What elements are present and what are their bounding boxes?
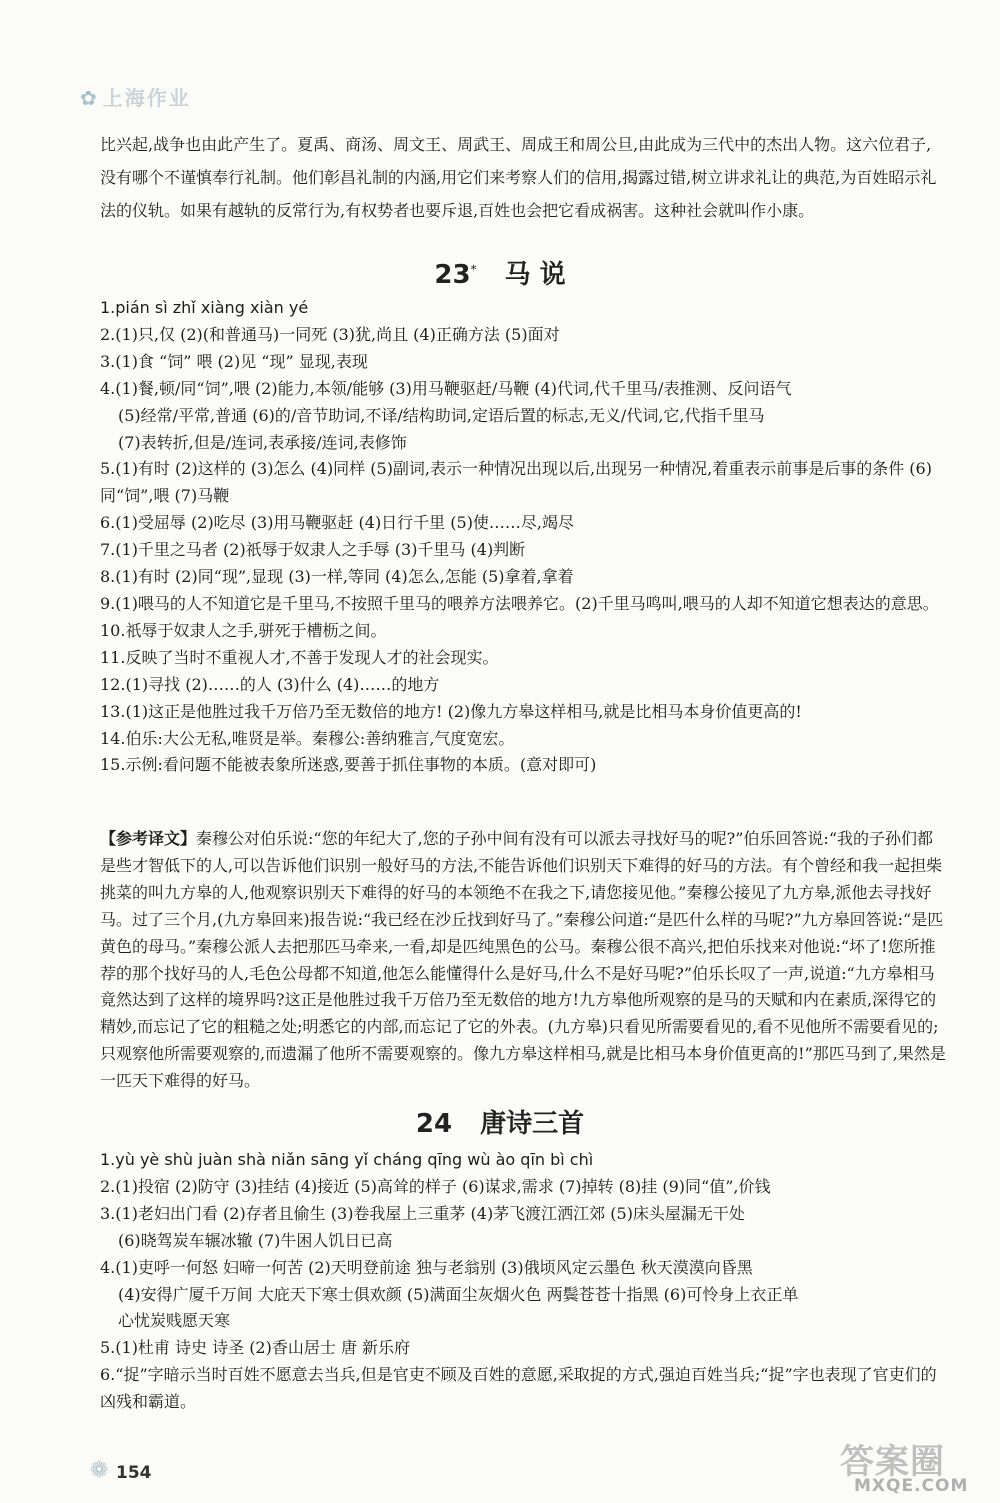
answer-line: 1.pián sì zhǐ xiàng xiàn yé [100,298,309,317]
answer-line: 9.(1)喂马的人不知道它是千里马,不按照千里马的喂养方法喂养它。(2)千里马鸣叫,喂马的人却不知道它想表达的意思。 [100,593,939,613]
page-corner-flower-icon: ❁ [90,1458,109,1483]
logo-text: 上海作业 [102,86,191,110]
reference-translation [100,826,948,1095]
section-24-number: 24 [415,1109,453,1139]
section-23-number: 23* [434,260,477,290]
answer-line: (6)晓驾炭车辗冰辙 (7)牛困人饥日已高 [118,1230,393,1250]
answer-line: 8.(1)有时 (2)同“现”,显现 (3)一样,等同 (4)怎么,怎能 (5)拿着,拿着 [100,567,574,587]
logo-swirl-icon: ✿ [80,86,99,110]
watermark-text: 答案圈 [840,1442,945,1482]
answer-line: (7)表转折,但是/连词,表承接/连词,表修饰 [118,432,407,452]
answer-line: 6.“捉”字暗示当时百姓不愿意去当兵,但是官吏不顾及百姓的意愿,采取捉的方式,强迫百姓当兵;“捉”字也表现了官吏们的凶残和霸道。 [100,1365,937,1412]
answer-line: 11.反映了当时不重视人才,不善于发现人才的社会现实。 [100,647,499,667]
answer-line: (4)安得广厦千万间 大庇天下寒士俱欢颜 (5)满面尘灰烟火色 两鬓苍苍十指黑 (6)可怜身上衣正单 [118,1284,799,1304]
reference-label: 【参考译文】 [100,829,197,848]
header-logo [80,82,191,111]
answer-line: 12.(1)寻找 (2)……的人 (3)什么 (4)……的地方 [100,674,440,694]
answer-line: 5.(1)杜甫 诗史 诗圣 (2)香山居士 唐 新乐府 [100,1338,411,1358]
section-24-answers [100,1147,950,1416]
watermark-url: MXQE.COM [854,1476,969,1496]
answer-line: (5)经常/平常,普通 (6)的/音节助词,不译/结构助词,定语后置的标志,无义/代词,它,代指千里马 [118,405,765,425]
answer-line: 10.祇辱于奴隶人之手,骈死于槽枥之间。 [100,620,387,640]
section-23-title [0,254,1000,291]
answer-line: 15.示例:看问题不能被表象所迷惑,要善于抓住事物的本质。(意对即可) [100,755,597,775]
answer-line: 6.(1)受屈辱 (2)吃尽 (3)用马鞭驱赶 (4)日行千里 (5)使……尽,竭尽 [100,513,575,533]
section-23-answers [100,295,950,779]
section-24-title [0,1103,1000,1140]
answer-line: 7.(1)千里之马者 (2)祇辱于奴隶人之手辱 (3)千里马 (4)判断 [100,540,526,560]
answer-line: 1.yù yè shù juàn shà niǎn sāng yǐ cháng qīng wù ào qīn bì chì [100,1150,594,1169]
answer-line: 2.(1)投宿 (2)防守 (3)挂结 (4)接近 (5)高耸的样子 (6)谋求,需求 (7)掉转 (8)挂 (9)同“值”,价钱 [100,1176,771,1196]
answer-line: 4.(1)吏呼一何怒 妇啼一何苦 (2)天明登前途 独与老翁别 (3)俄顷风定云墨色 秋天漠漠向昏黑 [100,1257,753,1277]
reference-text: 秦穆公对伯乐说:“您的年纪大了,您的子孙中间有没有可以派去寻找好马的呢?”伯乐回答说:“我的子孙们都是些才智低下的人,可以告诉他们识别一般好马的方法,不能告诉他们识别天下难得的好马的方法。有个曾经和我一起担柴挑菜的叫九方皋的人,他观察识别天下难得的好马的本领绝不在我之下,请您接见他。”秦穆公接见了九方皋,派他去寻找好马。过了三个月,(九方皋回来)报告说:“我已经在沙丘找到好马了。”秦穆公问道:“是匹什么样的马呢?”九方皋回答说:“是匹黄色的母马。”秦穆公派人去把那匹马牵来,一看,却是匹纯黑色的公马。秦穆公很不高兴,把伯乐找来对他说:“坏了!您所推荐的那个找好马的人,毛色公母都不知道,他怎么能懂得什么是好马,什么不是好马呢?”伯乐长叹了一声,说道:“九方皋相马竟然达到了这样的境界吗?这正是他胜过我千万倍乃至无数倍的地方!九方皋他所观察的是马的天赋和内在素质,深得它的精妙,而忘记了它的粗糙之处;明悉它的内部,而忘记了它的外表。(九方皋)只看见所需要看见的,看不见他所不需要看见的;只观察他所需要观察的,而遗漏了他所不需要观察的。像九方皋这样相马,就是比相马本身价值更高的!”那匹马到了,果然是一匹天下难得的好马。 [100,829,946,1091]
answer-line: 3.(1)老妇出门看 (2)存者且偷生 (3)卷我屋上三重茅 (4)茅飞渡江洒江郊 (5)床头屋漏无干处 [100,1203,745,1223]
answer-line: 13.(1)这正是他胜过我千万倍乃至无数倍的地方! (2)像九方皋这样相马,就是比相马本身价值更高的! [100,701,802,721]
answer-line: 2.(1)只,仅 (2)(和普通马)一同死 (3)犹,尚且 (4)正确方法 (5)面对 [100,324,560,344]
answer-line: 4.(1)餐,顿/同“饲”,喂 (2)能力,本领/能够 (3)用马鞭驱赶/马鞭 (4)代词,代千里马/表推测、反问语气 [100,378,792,398]
section-24-name: 唐诗三首 [480,1109,585,1139]
answer-line: 心忧炭贱愿天寒 [118,1311,231,1331]
answer-line: 3.(1)食 “饲” 喂 (2)见 “现” 显现,表现 [100,351,368,371]
answer-line: 5.(1)有时 (2)这样的 (3)怎么 (4)同样 (5)副词,表示一种情况出现以后,出现另一种情况,着重表示前事是后事的条件 (6)同“饲”,喂 (7)马鞭 [100,459,932,506]
section-23-name: 马 说 [504,260,566,290]
intro-paragraph: 比兴起,战争也由此产生了。夏禹、商汤、周文王、周武王、周成王和周公旦,由此成为三代中的杰出人物。这六位君子,没有哪个不谨慎奉行礼制。他们彰昌礼制的内涵,用它们来考察人们的信用,揭露过错,树立讲求礼让的典范,为百姓昭示礼法的仪轨。如果有越轨的反常行为,有权势者也要斥退,百姓也会把它看成祸害。这种社会就叫作小康。 [100,135,937,220]
answer-line: 14.伯乐:大公无私,唯贤是举。秦穆公:善纳雅言,气度宽宏。 [100,728,515,748]
intro-section [100,128,945,227]
watermark [838,1432,988,1500]
page-number: 154 [116,1463,152,1483]
